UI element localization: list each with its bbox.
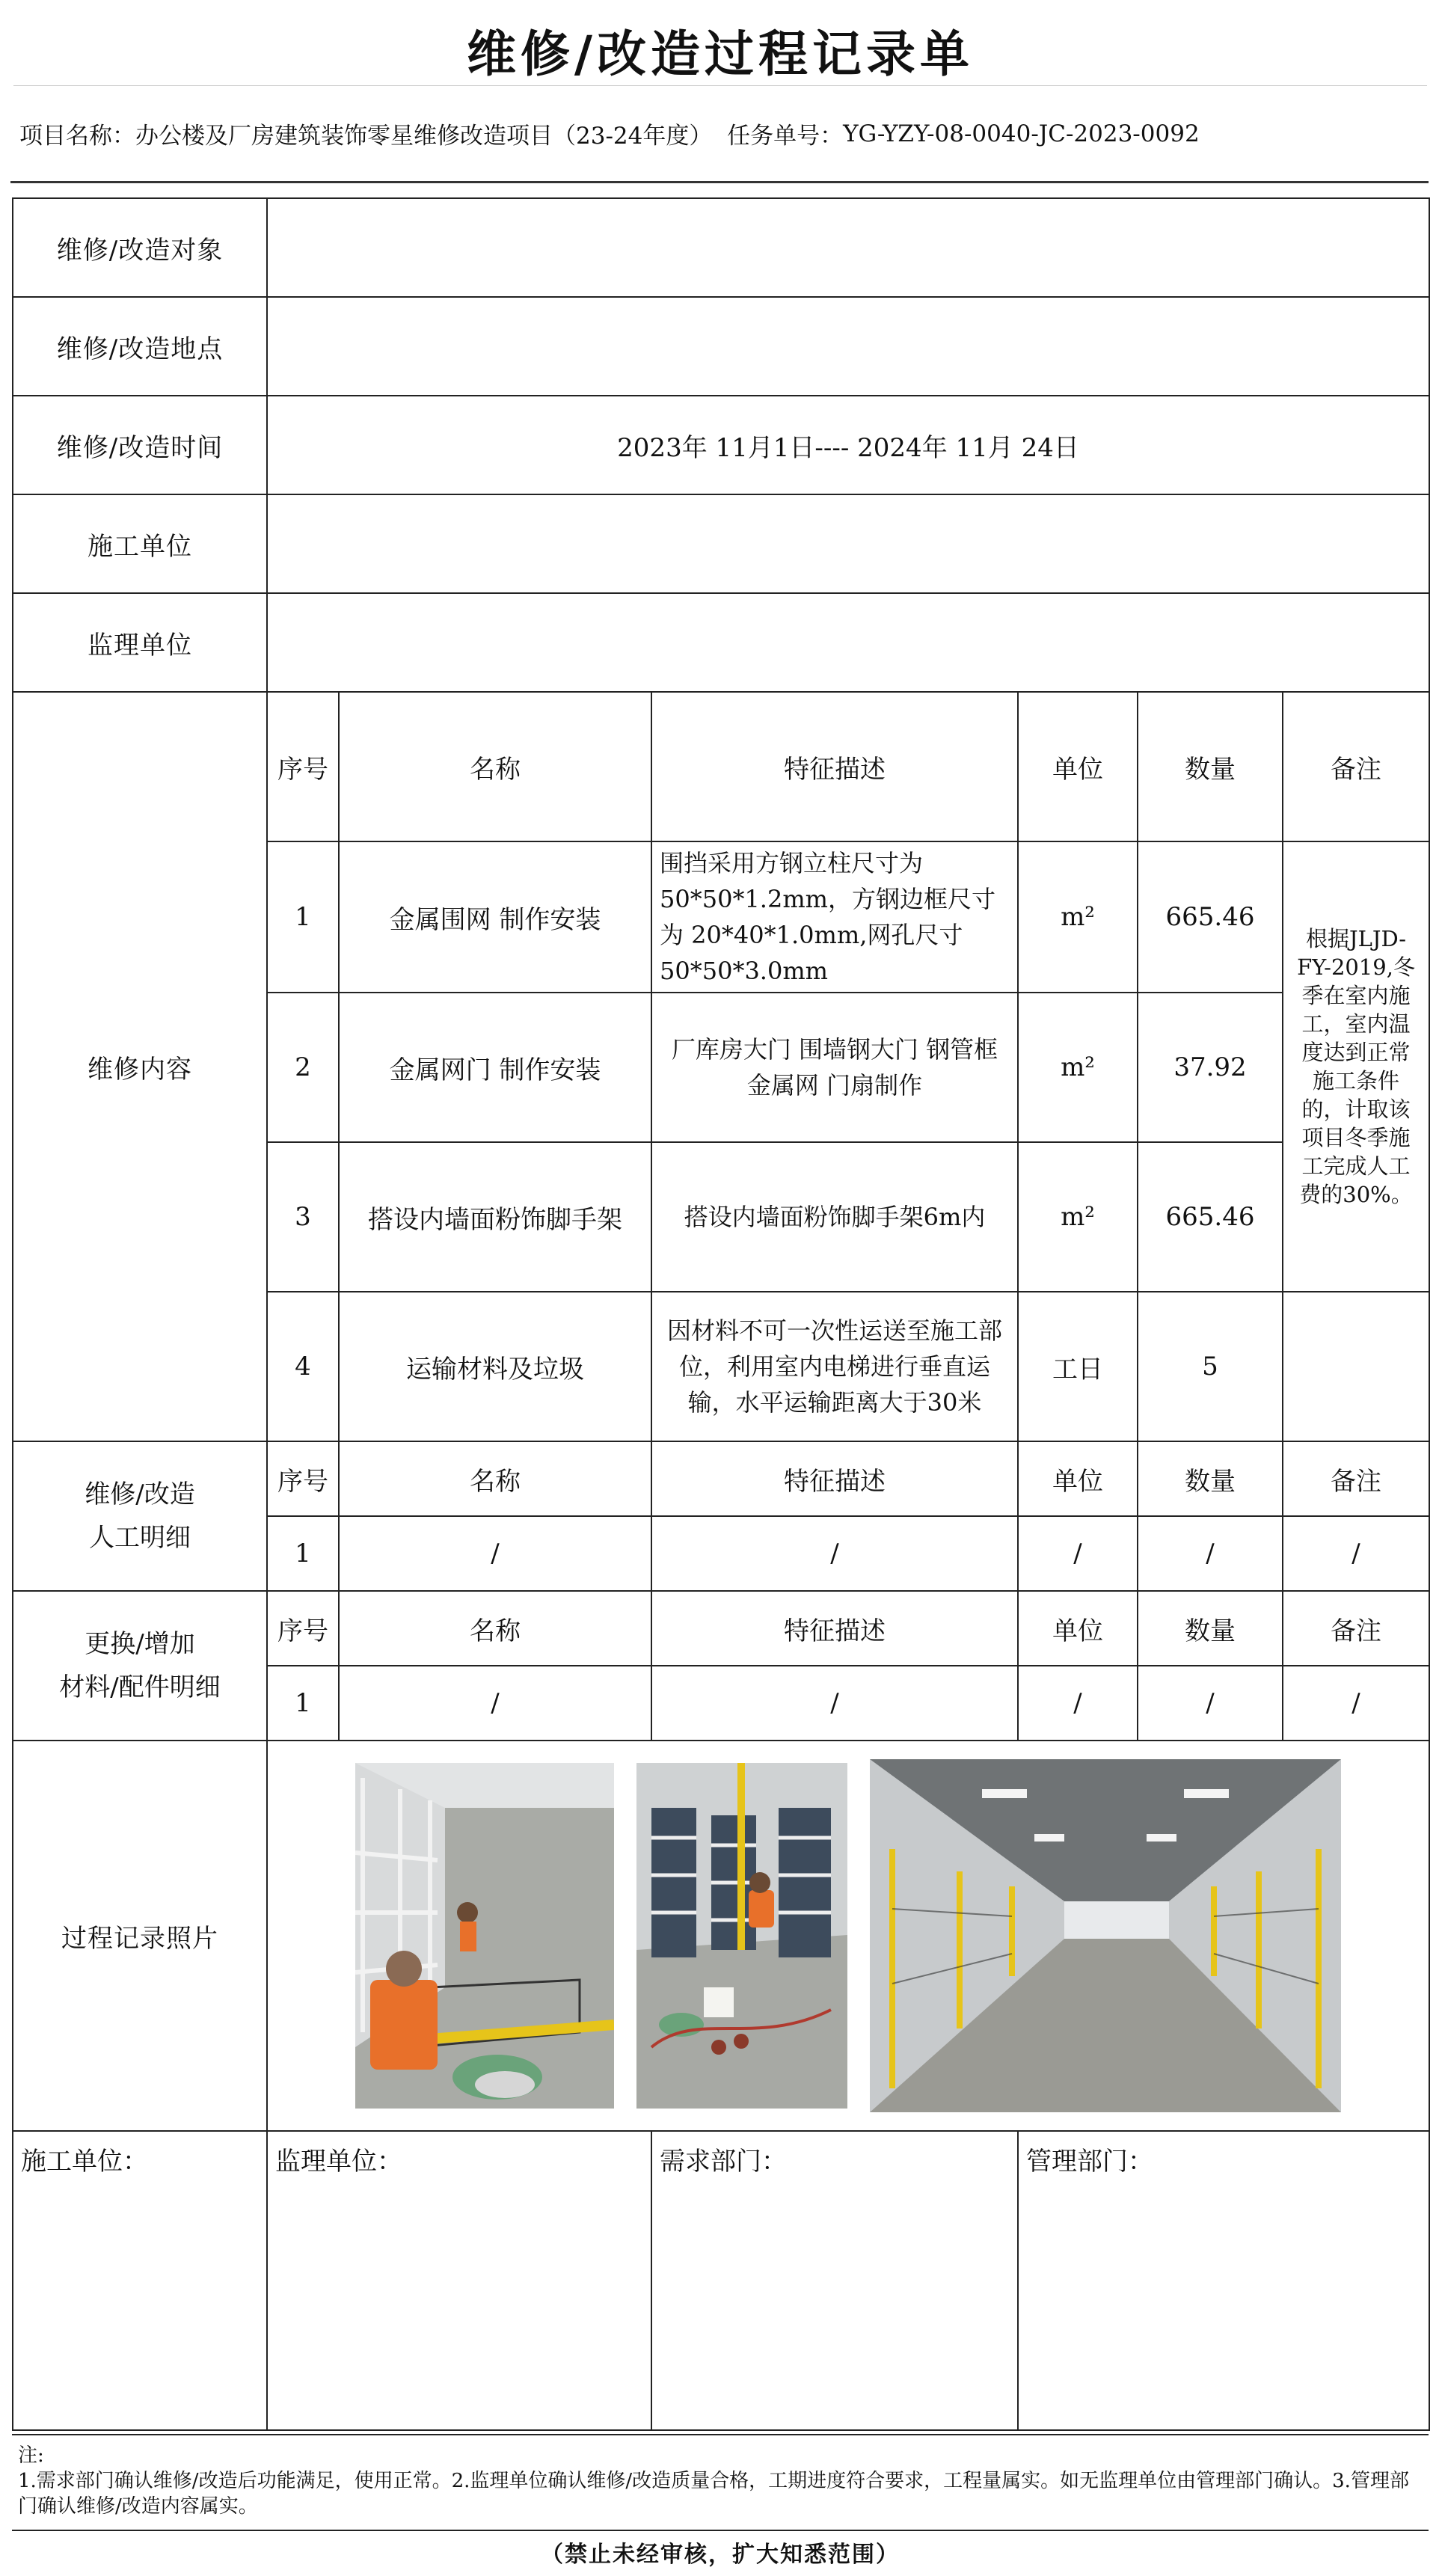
row-qty: 5 bbox=[1138, 1292, 1283, 1441]
cell: / bbox=[339, 1516, 651, 1591]
cell: 1 bbox=[267, 1516, 339, 1591]
row-unit: m² bbox=[1018, 1142, 1138, 1292]
location-value bbox=[267, 297, 1429, 396]
row-remark-empty bbox=[1283, 1292, 1429, 1441]
sig-supervisor: 监理单位： bbox=[267, 2131, 651, 2430]
photo-strip bbox=[268, 1759, 1429, 2112]
col-header-no: 序号 bbox=[267, 1441, 339, 1516]
photos-cell bbox=[267, 1741, 1429, 2131]
task-label: 任务单号： bbox=[727, 123, 844, 150]
sig-demand: 需求部门： bbox=[651, 2131, 1018, 2430]
site-photo-3 bbox=[870, 1759, 1341, 2112]
project-name: 办公楼及厂房建筑装饰零星维修改造项目（23-24年度） bbox=[135, 123, 713, 150]
content-header-row bbox=[13, 692, 1429, 841]
cell: / bbox=[1138, 1666, 1283, 1741]
row-qty: 665.46 bbox=[1138, 841, 1283, 993]
photo-row bbox=[13, 1741, 1429, 2131]
remark-cell: 根据JLJD-FY-2019,冬季在室内施工，室内温度达到正常施工条件的，计取该项目冬季施工完成人工费的30%。 bbox=[1283, 841, 1429, 1292]
site-photo-2-image bbox=[636, 1763, 847, 2109]
row-unit: 工日 bbox=[1018, 1292, 1138, 1441]
col-header-no: 序号 bbox=[267, 1591, 339, 1666]
time-value: 2023年 11月1日---- 2024年 11月 24日 bbox=[267, 396, 1429, 494]
labor-label-line1: 维修/改造 bbox=[85, 1479, 195, 1509]
contractor-value bbox=[267, 494, 1429, 593]
supervisor-row bbox=[13, 593, 1429, 692]
task-number: YG-YZY-08-0040-JC-2023-0092 bbox=[843, 120, 1200, 147]
notes-block bbox=[12, 2434, 1429, 2531]
sig-contractor: 施工单位： bbox=[13, 2131, 267, 2430]
object-value bbox=[267, 198, 1429, 297]
row-no: 3 bbox=[267, 1142, 339, 1292]
signature-row bbox=[13, 2131, 1429, 2430]
cell: 1 bbox=[267, 1666, 339, 1741]
page-title: 维修/改造过程记录单 bbox=[466, 25, 975, 83]
col-header-desc: 特征描述 bbox=[651, 1441, 1018, 1516]
row-qty: 37.92 bbox=[1138, 993, 1283, 1142]
photos-label: 过程记录照片 bbox=[13, 1741, 267, 2131]
object-label: 维修/改造对象 bbox=[13, 198, 267, 297]
spacer bbox=[712, 120, 727, 147]
row-name: 运输材料及垃圾 bbox=[339, 1292, 651, 1441]
cell: / bbox=[651, 1516, 1018, 1591]
col-header-unit: 单位 bbox=[1018, 1441, 1138, 1516]
row-no: 2 bbox=[267, 993, 339, 1142]
col-header-desc: 特征描述 bbox=[651, 692, 1018, 841]
notes-text: 1.需求部门确认维修/改造后功能满足，使用正常。2.监理单位确认维修/改造质量合格，工期进度符合要求，工程量属实。如无监理单位由管理部门确认。3.管理部门确认维修/改造内容属实。 bbox=[18, 2470, 1409, 2518]
supervisor-label: 监理单位 bbox=[13, 593, 267, 692]
object-row bbox=[13, 198, 1429, 297]
time-label: 维修/改造时间 bbox=[13, 396, 267, 494]
col-header-unit: 单位 bbox=[1018, 1591, 1138, 1666]
site-photo-3-image bbox=[870, 1759, 1341, 2112]
col-header-remark: 备注 bbox=[1283, 1441, 1429, 1516]
materials-label-line1: 更换/增加 bbox=[85, 1629, 195, 1659]
col-header-name: 名称 bbox=[339, 692, 651, 841]
materials-header-row bbox=[13, 1591, 1429, 1666]
cell: / bbox=[1138, 1516, 1283, 1591]
col-header-remark: 备注 bbox=[1283, 692, 1429, 841]
col-header-name: 名称 bbox=[339, 1441, 651, 1516]
col-header-qty: 数量 bbox=[1138, 1441, 1283, 1516]
col-header-qty: 数量 bbox=[1138, 692, 1283, 841]
supervisor-value bbox=[267, 593, 1429, 692]
col-header-desc: 特征描述 bbox=[651, 1591, 1018, 1666]
labor-label bbox=[13, 1441, 267, 1591]
location-label: 维修/改造地点 bbox=[13, 297, 267, 396]
col-header-no: 序号 bbox=[267, 692, 339, 841]
sig-management: 管理部门： bbox=[1018, 2131, 1429, 2430]
cell: / bbox=[1283, 1516, 1429, 1591]
col-header-qty: 数量 bbox=[1138, 1591, 1283, 1666]
record-table bbox=[12, 197, 1430, 2431]
row-desc: 厂库房大门 围墙钢大门 钢管框金属网 门扇制作 bbox=[651, 993, 1018, 1142]
time-row bbox=[13, 396, 1429, 494]
notes-title: 注: bbox=[18, 2444, 44, 2467]
row-desc: 因材料不可一次性运送至施工部位，利用室内电梯进行垂直运输，水平运输距离大于30米 bbox=[651, 1292, 1018, 1441]
row-name: 金属网门 制作安装 bbox=[339, 993, 651, 1142]
labor-label-line2: 人工明细 bbox=[89, 1523, 191, 1553]
materials-label bbox=[13, 1591, 267, 1741]
header-divider bbox=[10, 181, 1429, 183]
site-photo-1-image bbox=[355, 1763, 614, 2109]
row-name: 搭设内墙面粉饰脚手架 bbox=[339, 1142, 651, 1292]
site-photo-1 bbox=[355, 1763, 614, 2109]
row-qty: 665.46 bbox=[1138, 1142, 1283, 1292]
col-header-unit: 单位 bbox=[1018, 692, 1138, 841]
row-unit: m² bbox=[1018, 841, 1138, 993]
site-photo-2 bbox=[636, 1763, 847, 2109]
row-unit: m² bbox=[1018, 993, 1138, 1142]
row-no: 4 bbox=[267, 1292, 339, 1441]
row-name: 金属围网 制作安装 bbox=[339, 841, 651, 993]
project-line bbox=[13, 85, 1427, 181]
contractor-row bbox=[13, 494, 1429, 593]
confidential-footer: （禁止未经审核，扩大知悉范围） bbox=[541, 2542, 900, 2568]
col-header-remark: 备注 bbox=[1283, 1591, 1429, 1666]
row-no: 1 bbox=[267, 841, 339, 993]
cell: / bbox=[1018, 1666, 1138, 1741]
cell: / bbox=[1018, 1516, 1138, 1591]
row-desc: 搭设内墙面粉饰脚手架6m内 bbox=[651, 1142, 1018, 1292]
project-label: 项目名称： bbox=[19, 123, 135, 150]
content-label: 维修内容 bbox=[13, 692, 267, 1441]
col-header-name: 名称 bbox=[339, 1591, 651, 1666]
cell: / bbox=[339, 1666, 651, 1741]
labor-header-row bbox=[13, 1441, 1429, 1516]
cell: / bbox=[651, 1666, 1018, 1741]
row-desc: 围挡采用方钢立柱尺寸为50*50*1.2mm，方钢边框尺寸为 20*40*1.0mm,网孔尺寸50*50*3.0mm bbox=[651, 841, 1018, 993]
location-row bbox=[13, 297, 1429, 396]
materials-label-line2: 材料/配件明细 bbox=[59, 1672, 221, 1702]
contractor-label: 施工单位 bbox=[13, 494, 267, 593]
cell: / bbox=[1283, 1666, 1429, 1741]
